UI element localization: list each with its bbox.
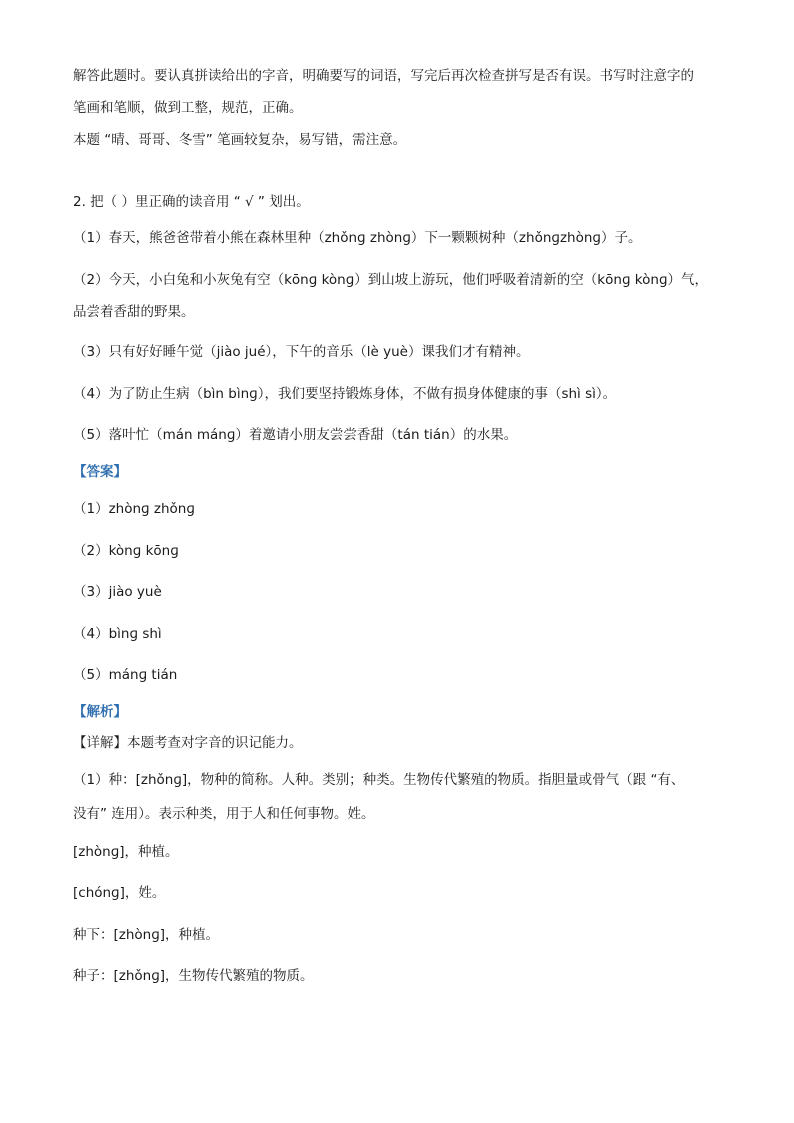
analysis-heading: 【解析】 (73, 704, 127, 720)
intro-line-2: 笔画和笔顺，做到工整，规范，正确。 (73, 100, 303, 116)
question-item-2: （2）今天，小白兔和小灰兔有空（kōnɡ kònɡ）到山坡上游玩，他们呼吸着清新的空（kōnɡ kònɡ）气， (73, 272, 709, 288)
answer-item-1: （1）zhònɡ zhǒnɡ (73, 501, 195, 517)
question-item-4: （4）为了防止生病（bìn bìnɡ），我们要坚持锻炼身体，不做有损身体健康的事（shì sì）。 (73, 386, 617, 402)
question-item-1: （1）春天，熊爸爸带着小熊在森林里种（zhǒnɡ zhònɡ）下一颗颗树种（zhǒnɡzhònɡ）子。 (73, 230, 642, 246)
analysis-line-6: 种下：[zhònɡ]，种植。 (73, 927, 220, 943)
question-item-3: （3）只有好好睡午觉（jiào jué），下午的音乐（lè yuè）课我们才有精神。 (73, 344, 530, 360)
answer-item-2: （2）kònɡ kōnɡ (73, 543, 179, 559)
answer-item-5: （5）mánɡ tián (73, 667, 178, 683)
analysis-line-1: 【详解】本题考查对字音的识记能力。 (73, 735, 303, 751)
analysis-line-4: [zhònɡ]，种植。 (73, 844, 179, 860)
intro-line-3: 本题 “晴、哥哥、冬雪” 笔画较复杂，易写错，需注意。 (73, 132, 407, 148)
answer-item-4: （4）bìnɡ shì (73, 626, 162, 642)
analysis-line-2: （1）种：[zhǒnɡ]，物种的简称。人种。类别；种类。生物传代繁殖的物质。指胆量或骨气（跟 “有、 (73, 772, 685, 788)
question-title: 2. 把（ ）里正确的读音用 “ √ ” 划出。 (73, 194, 310, 210)
intro-line-1: 解答此题时。要认真拼读给出的字音，明确要写的词语，写完后再次检查拼写是否有误。书写时注意字的 (73, 68, 694, 84)
analysis-line-7: 种子：[zhǒnɡ]，生物传代繁殖的物质。 (73, 968, 314, 984)
question-item-2-continued: 品尝着香甜的野果。 (73, 304, 195, 320)
question-item-5: （5）落叶忙（mán mánɡ）着邀请小朋友尝尝香甜（tán tián）的水果。 (73, 427, 518, 443)
analysis-line-5: [chónɡ]，姓。 (73, 885, 166, 901)
answer-item-3: （3）jiào yuè (73, 584, 162, 600)
answer-heading: 【答案】 (73, 464, 127, 480)
analysis-line-3: 没有” 连用）。表示种类，用于人和任何事物。姓。 (73, 806, 375, 822)
